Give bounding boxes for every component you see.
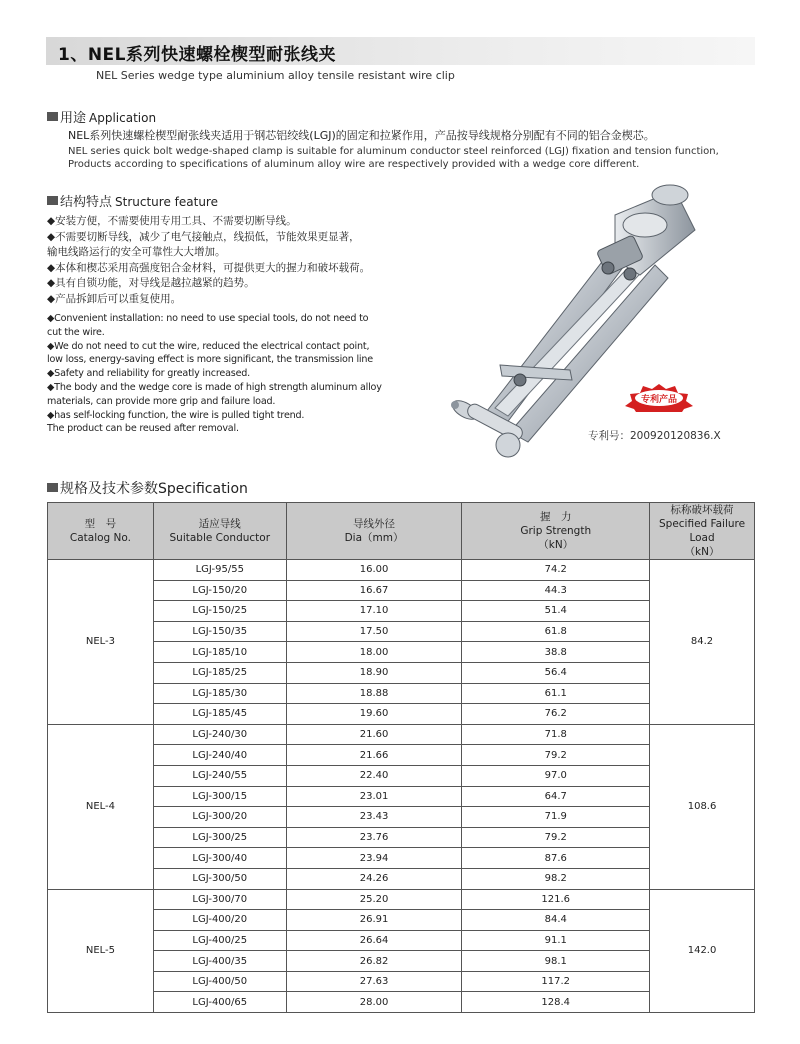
dia-cell: 26.82 [286, 951, 462, 972]
feature-line: ◆安装方便，不需要使用专用工具、不需要切断导线。 [47, 215, 297, 227]
dia-cell: 19.60 [286, 704, 462, 725]
application-en-line: NEL series quick bolt wedge-shaped clamp is suitable for aluminum conductor steel reinforced (LGJ) fixation and tension function, [68, 146, 719, 157]
model-cell: NEL-3 [48, 560, 154, 725]
conductor-cell: LGJ-400/35 [153, 951, 286, 972]
structure-heading-cn: 结构特点 [60, 195, 113, 210]
feature-line: ◆We do not need to cut the wire, reduced the electrical contact point, [47, 340, 370, 352]
conductor-cell: LGJ-95/55 [153, 560, 286, 581]
feature-line: ◆本体和楔芯采用高强度铝合金材料，可提供更大的握力和破坏载荷。 [47, 261, 371, 274]
grip-cell: 79.2 [462, 827, 650, 848]
dia-cell: 21.60 [286, 724, 462, 745]
conductor-cell: LGJ-150/20 [153, 580, 286, 601]
dia-cell: 18.88 [286, 683, 462, 704]
grip-cell: 64.7 [462, 786, 650, 807]
feature-line: 输电线路运行的安全可靠性大大增加。 [47, 246, 226, 258]
application-en-line: Products according to specifications of aluminum alloy wire are respectively provided with a wedge core different. [68, 159, 640, 170]
section-square-icon [47, 483, 58, 492]
wire-clip-product-image [440, 170, 710, 465]
specification-heading-cn: 规格及技术参数 [60, 481, 158, 497]
grip-cell: 61.1 [462, 683, 650, 704]
table-row [48, 971, 755, 992]
grip-cell: 51.4 [462, 601, 650, 622]
conductor-cell: LGJ-400/65 [153, 992, 286, 1013]
grip-cell: 56.4 [462, 662, 650, 683]
feature-line: ◆Convenient installation: no need to use special tools, do not need to [47, 313, 369, 324]
table-row [48, 889, 755, 910]
table-row [48, 827, 755, 848]
conductor-cell: LGJ-185/45 [153, 704, 286, 725]
feature-line: ◆产品拆卸后可以重复使用。 [47, 292, 182, 305]
table-row [48, 951, 755, 972]
failure-load-cell: 142.0 [650, 889, 755, 1013]
dia-cell: 18.90 [286, 662, 462, 683]
table-row [48, 642, 755, 663]
patent-badge-icon [624, 383, 694, 413]
failure-load-cell: 84.2 [650, 560, 755, 725]
table-row [48, 910, 755, 931]
table-row [48, 992, 755, 1013]
dia-cell: 26.64 [286, 930, 462, 951]
structure-features-cn [47, 214, 387, 307]
conductor-cell: LGJ-150/35 [153, 621, 286, 642]
header-catalog-no: 型 号 Catalog No. [48, 503, 154, 560]
specification-heading-en: Specification [158, 481, 248, 497]
dia-cell: 16.00 [286, 560, 462, 581]
conductor-cell: LGJ-185/30 [153, 683, 286, 704]
conductor-cell: LGJ-185/10 [153, 642, 286, 663]
application-heading-cn: 用途 [60, 111, 87, 126]
header-suitable-conductor: 适应导线 Suitable Conductor [153, 503, 286, 560]
failure-load-cell: 108.6 [650, 724, 755, 889]
structure-heading [47, 191, 218, 210]
table-row [48, 704, 755, 725]
conductor-cell: LGJ-240/55 [153, 765, 286, 786]
section-square-icon [47, 112, 58, 121]
grip-cell: 71.8 [462, 724, 650, 745]
grip-cell: 91.1 [462, 930, 650, 951]
dia-cell: 16.67 [286, 580, 462, 601]
table-row [48, 848, 755, 869]
header-grip-strength: 握 力 Grip Strength （kN） [462, 503, 650, 560]
grip-cell: 117.2 [462, 971, 650, 992]
table-row [48, 868, 755, 889]
grip-cell: 71.9 [462, 807, 650, 828]
table-header-row [48, 503, 755, 560]
model-cell: NEL-4 [48, 724, 154, 889]
feature-line: ◆Safety and reliability for greatly increased. [47, 368, 251, 380]
feature-line: low loss, energy-saving effect is more significant, the transmission line [47, 354, 373, 366]
feature-line: ◆has self-locking function, the wire is pulled tight trend. [47, 409, 305, 421]
conductor-cell: LGJ-240/40 [153, 745, 286, 766]
header-dia: 导线外径 Dia（mm） [286, 503, 462, 560]
structure-heading-en: Structure feature [115, 195, 218, 209]
grip-cell: 61.8 [462, 621, 650, 642]
feature-line: materials, can provide more grip and failure load. [47, 395, 276, 407]
table-row [48, 745, 755, 766]
structure-features-en [47, 312, 392, 436]
dia-cell: 22.40 [286, 765, 462, 786]
dia-cell: 17.50 [286, 621, 462, 642]
grip-cell: 38.8 [462, 642, 650, 663]
table-row [48, 560, 755, 581]
page-subtitle: NEL Series wedge type aluminium alloy tensile resistant wire clip [96, 69, 455, 82]
table-row [48, 724, 755, 745]
dia-cell: 17.10 [286, 601, 462, 622]
feature-line: The product can be reused after removal. [47, 423, 239, 435]
dia-cell: 25.20 [286, 889, 462, 910]
dia-cell: 24.26 [286, 868, 462, 889]
dia-cell: 23.94 [286, 848, 462, 869]
feature-line: ◆具有自锁功能，对导线是越拉越紧的趋势。 [47, 277, 255, 289]
specification-heading [47, 478, 248, 498]
application-text-en [68, 145, 748, 171]
grip-cell: 76.2 [462, 704, 650, 725]
grip-cell: 98.2 [462, 868, 650, 889]
dia-cell: 18.00 [286, 642, 462, 663]
table-row [48, 662, 755, 683]
specification-table-body [48, 560, 755, 1013]
conductor-cell: LGJ-300/40 [153, 848, 286, 869]
grip-cell: 79.2 [462, 745, 650, 766]
grip-cell: 44.3 [462, 580, 650, 601]
conductor-cell: LGJ-150/25 [153, 601, 286, 622]
grip-cell: 74.2 [462, 560, 650, 581]
dia-cell: 23.01 [286, 786, 462, 807]
table-row [48, 601, 755, 622]
patent-badge-text: 专利产品 [640, 395, 678, 405]
conductor-cell: LGJ-300/20 [153, 807, 286, 828]
feature-line: cut the wire. [47, 326, 105, 338]
grip-cell: 121.6 [462, 889, 650, 910]
dia-cell: 23.76 [286, 827, 462, 848]
dia-cell: 27.63 [286, 971, 462, 992]
model-cell: NEL-5 [48, 889, 154, 1013]
table-row [48, 765, 755, 786]
grip-cell: 87.6 [462, 848, 650, 869]
application-heading [47, 107, 156, 126]
table-row [48, 930, 755, 951]
feature-line: ◆不需要切断导线，减少了电气接触点，线损低，节能效果更显著， [47, 230, 360, 243]
application-heading-en: Application [89, 111, 157, 125]
table-row [48, 786, 755, 807]
conductor-cell: LGJ-300/50 [153, 868, 286, 889]
dia-cell: 26.91 [286, 910, 462, 931]
conductor-cell: LGJ-400/25 [153, 930, 286, 951]
section-square-icon [47, 196, 58, 205]
dia-cell: 23.43 [286, 807, 462, 828]
conductor-cell: LGJ-240/30 [153, 724, 286, 745]
conductor-cell: LGJ-185/25 [153, 662, 286, 683]
grip-cell: 84.4 [462, 910, 650, 931]
table-row [48, 621, 755, 642]
dia-cell: 28.00 [286, 992, 462, 1013]
conductor-cell: LGJ-300/70 [153, 889, 286, 910]
conductor-cell: LGJ-300/25 [153, 827, 286, 848]
table-row [48, 683, 755, 704]
feature-line: ◆The body and the wedge core is made of high strength aluminum alloy [47, 381, 382, 393]
grip-cell: 128.4 [462, 992, 650, 1013]
header-failure-load: 标称破坏载荷 Specified Failure Load （kN） [650, 503, 755, 560]
patent-number: 专利号：200920120836.X [588, 430, 721, 442]
conductor-cell: LGJ-300/15 [153, 786, 286, 807]
specification-table [47, 502, 755, 1013]
page-title: 1、NEL系列快速螺栓楔型耐张线夹 [58, 45, 337, 65]
grip-cell: 97.0 [462, 765, 650, 786]
application-text-cn: NEL系列快速螺栓楔型耐张线夹适用于钢芯铝绞线(LGJ)的固定和拉紧作用，产品按导线规格分别配有不同的铝合金楔芯。 [68, 129, 655, 142]
conductor-cell: LGJ-400/20 [153, 910, 286, 931]
table-row [48, 580, 755, 601]
conductor-cell: LGJ-400/50 [153, 971, 286, 992]
dia-cell: 21.66 [286, 745, 462, 766]
grip-cell: 98.1 [462, 951, 650, 972]
table-row [48, 807, 755, 828]
